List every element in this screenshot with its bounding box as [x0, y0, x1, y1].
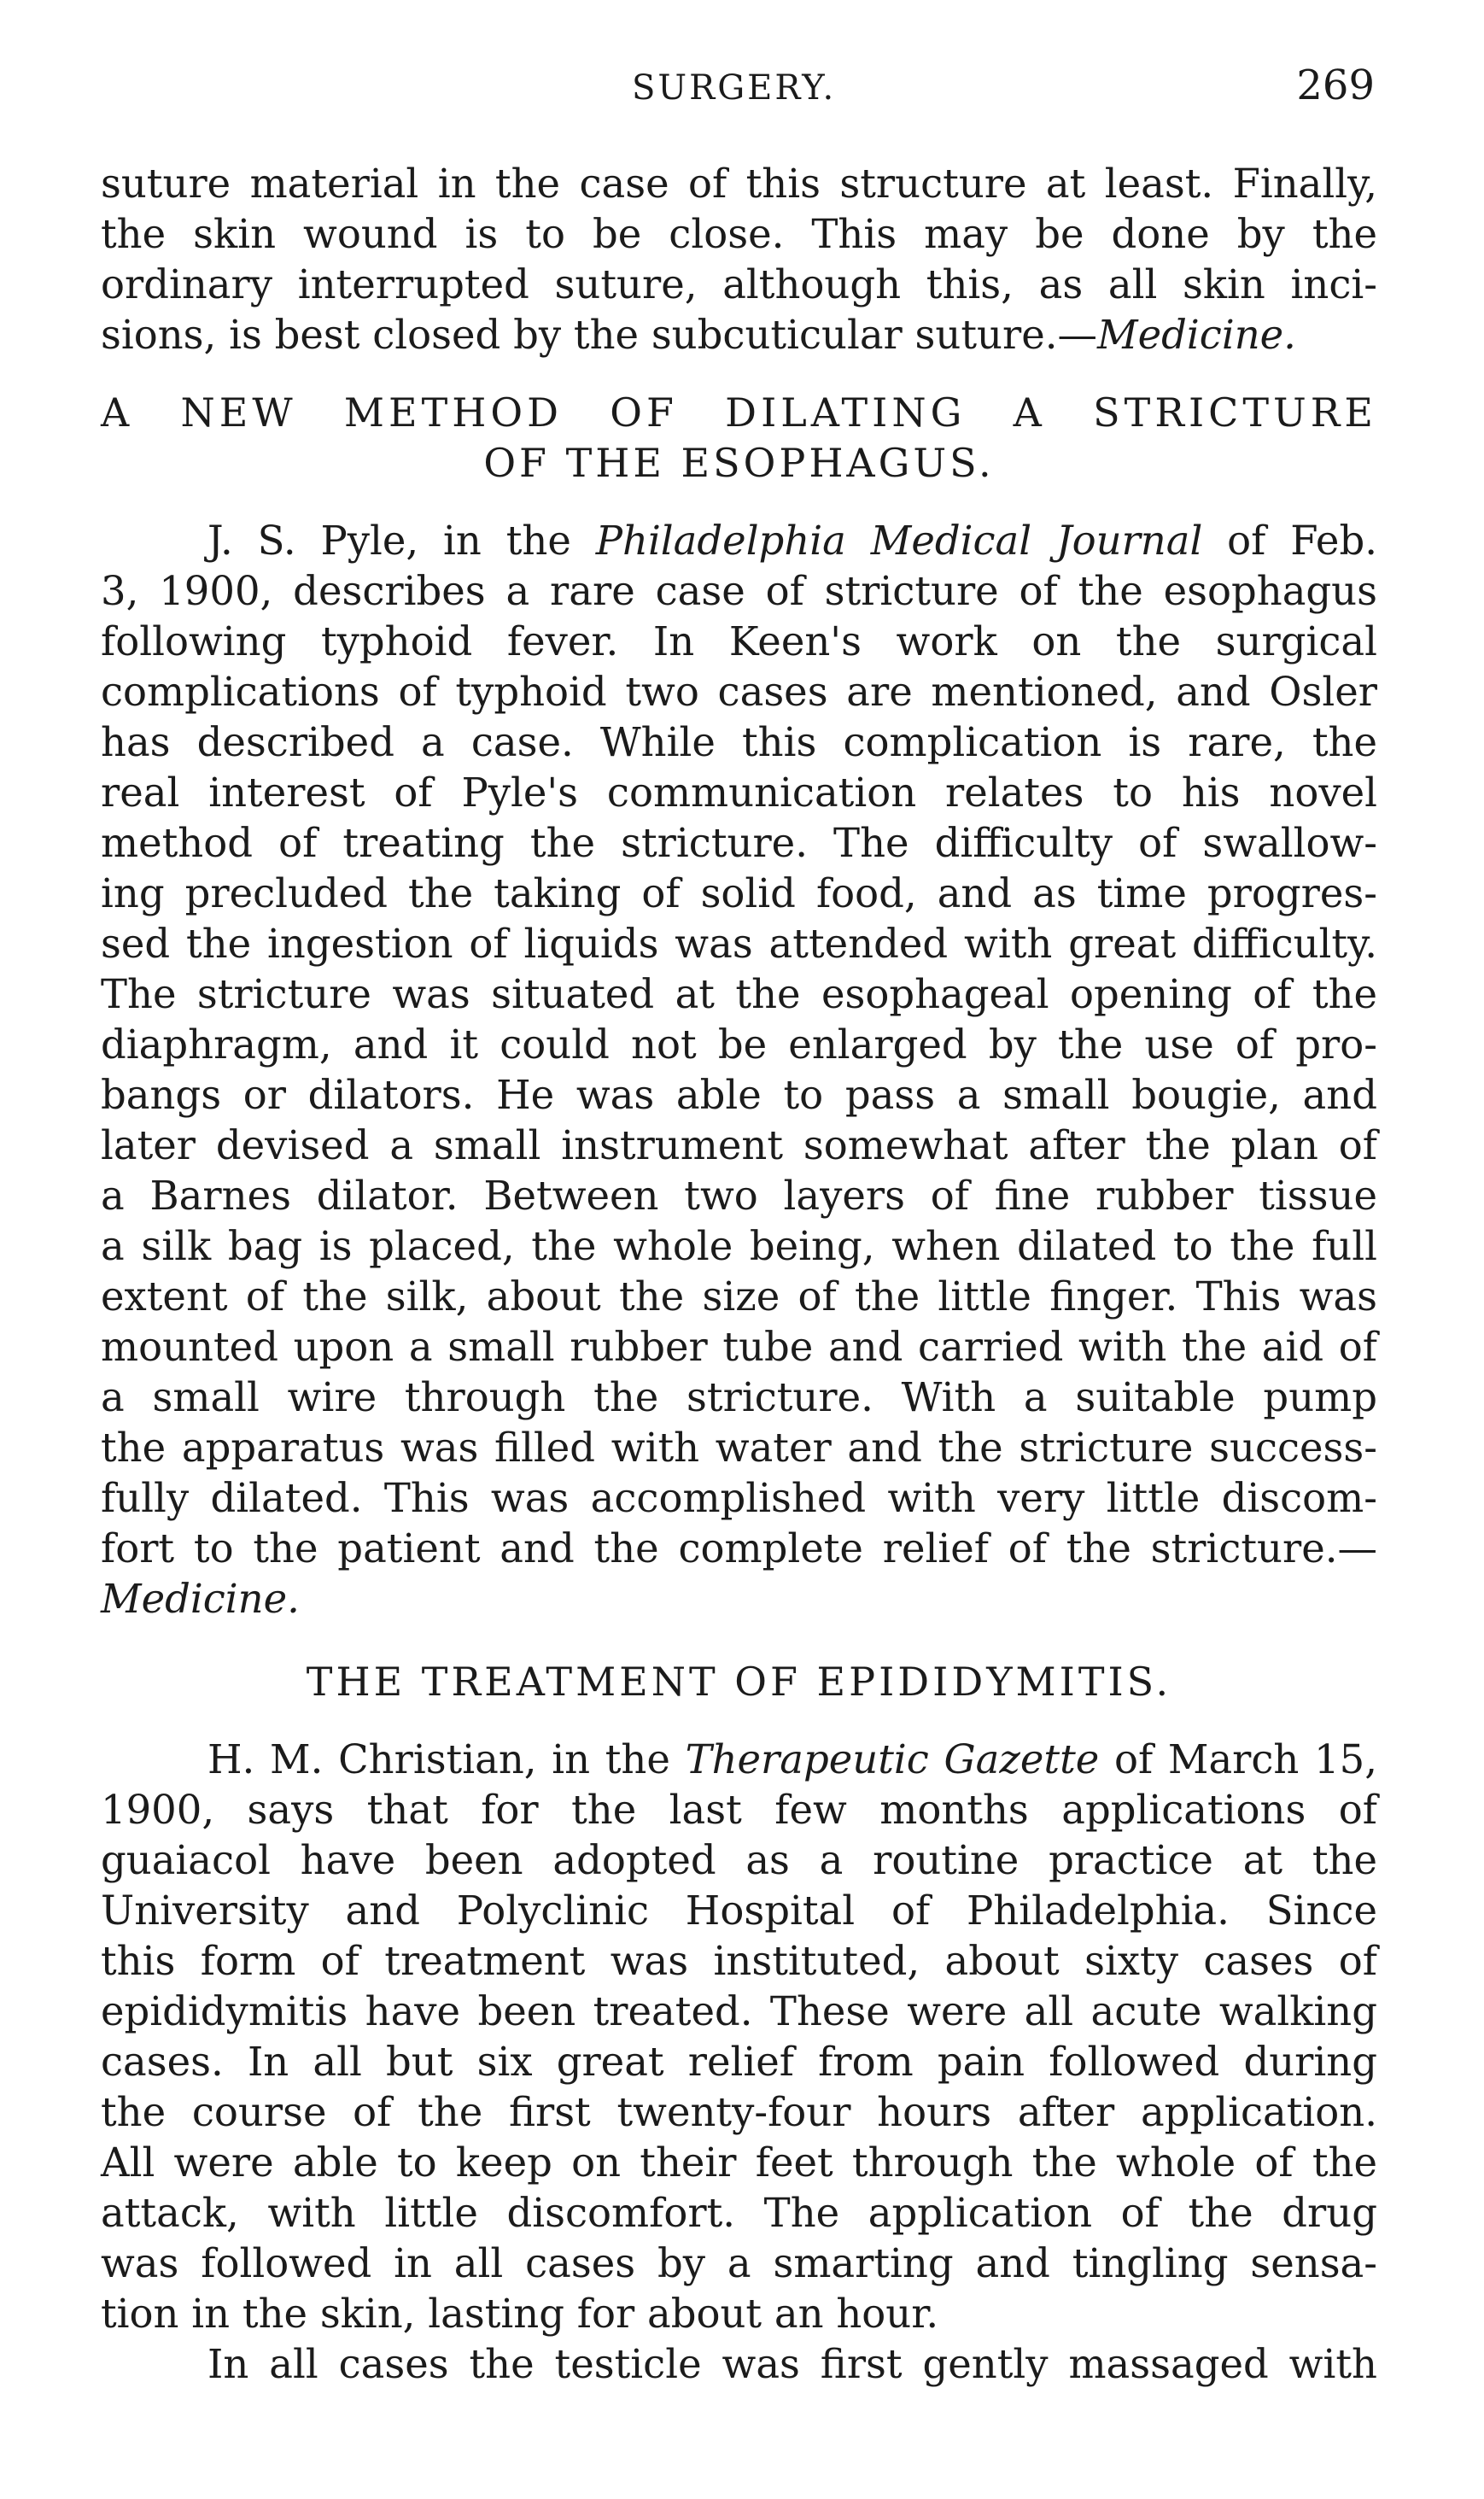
running-head: [102, 61, 1383, 128]
journal-name: Philadelphia Medical Journal: [595, 518, 1203, 564]
text-line: a small wire through the stricture. With a suitable pump: [101, 1374, 1377, 1420]
text-line: sed the ingestion of liquids was attended with great difficulty.: [101, 921, 1377, 967]
text-line: 1900, says that for the last few months applications of: [101, 1787, 1377, 1833]
line-text: sions, is best closed by the subcuticular suture.—: [101, 312, 1098, 358]
text-line: real interest of Pyle's communication relates to his novel: [101, 770, 1377, 816]
text-line: [101, 1574, 1377, 1624]
text-line: has described a case. While this complication is rare, the: [101, 719, 1377, 765]
text-line: In all cases the testicle was first gently massaged with: [207, 2341, 1377, 2387]
source-citation: Medicine.: [101, 1576, 300, 1622]
text-line: suture material in the case of this structure at least. Finally,: [101, 161, 1377, 207]
text-line: mounted upon a small rubber tube and carried with the aid of: [101, 1324, 1377, 1370]
text-line: ordinary interrupted suture, although this, as all skin inci-: [101, 261, 1377, 307]
text-line: cases. In all but six great relief from pain followed during: [101, 2039, 1377, 2085]
text-line: ing precluded the taking of solid food, and as time progres-: [101, 870, 1377, 916]
text-line: following typhoid fever. In Keen's work on the surgical: [101, 618, 1377, 664]
text-line: epididymitis have been treated. These were all acute walking: [101, 1988, 1377, 2034]
text-line: the apparatus was filled with water and the stricture success-: [101, 1425, 1377, 1471]
text-line: The stricture was situated at the esophageal opening of the: [101, 971, 1377, 1017]
text-line: method of treating the stricture. The difficulty of swallow-: [101, 820, 1377, 866]
text-line: [101, 516, 1377, 566]
text-line: this form of treatment was instituted, about sixty cases of: [101, 1938, 1377, 1984]
running-title: SURGERY.: [632, 68, 837, 108]
text-line: attack, with little discomfort. The application of the drug: [101, 2190, 1377, 2236]
body-text: [101, 159, 1377, 2390]
text-line: fort to the patient and the complete relief of the stricture.—: [101, 1525, 1377, 1571]
text-line: was followed in all cases by a smarting and tingling sensa-: [101, 2240, 1377, 2286]
line-text: J. S. Pyle, in the: [207, 518, 596, 564]
intro-paragraph: [101, 159, 1377, 360]
text-line: the course of the first twenty-four hours after application.: [101, 2089, 1377, 2135]
text-line: 3, 1900, describes a rare case of stricture of the esophagus: [101, 568, 1377, 614]
text-line: the skin wound is to be close. This may be done by the: [101, 211, 1377, 257]
text-line: fully dilated. This was accomplished with very little discom-: [101, 1475, 1377, 1521]
text-line: All were able to keep on their feet through the whole of the: [101, 2139, 1377, 2186]
text-line: later devised a small instrument somewhat after the plan of: [101, 1122, 1377, 1168]
line-text: of Feb.: [1202, 518, 1378, 564]
text-line: guaiacol have been adopted as a routine practice at the: [101, 1837, 1377, 1883]
text-line: diaphragm, and it could not be enlarged by the use of pro-: [101, 1021, 1377, 1068]
text-line: University and Polyclinic Hospital of Philadelphia. Since: [101, 1887, 1377, 1934]
text-line: complications of typhoid two cases are mentioned, and Osler: [101, 669, 1377, 715]
article-title: THE TREATMENT OF EPIDIDYMITIS.: [306, 1659, 1172, 1705]
article-title-line1: A NEW METHOD OF DILATING A STRICTURE: [101, 389, 1377, 436]
text-line: [101, 1735, 1377, 1785]
text-line: a Barnes dilator. Between two layers of fine rubber tissue: [101, 1173, 1377, 1219]
line-text: of March 15,: [1099, 1736, 1378, 1782]
line-text: H. M. Christian, in the: [207, 1736, 686, 1782]
text-line: tion in the skin, lasting for about an hour.: [101, 2291, 939, 2337]
article-epididymitis: [101, 1657, 1377, 2390]
article-title-line2: OF THE ESOPHAGUS.: [483, 440, 995, 486]
text-line: extent of the silk, about the size of the little finger. This was: [101, 1273, 1377, 1320]
article-esophagus: [101, 388, 1377, 1624]
text-line: bangs or dilators. He was able to pass a small bougie, and: [101, 1072, 1377, 1118]
source-citation: Medicine.: [1097, 312, 1296, 358]
page-number: 269: [1296, 61, 1375, 109]
text-line: [101, 310, 1377, 360]
journal-name: Therapeutic Gazette: [685, 1736, 1100, 1782]
text-line: a silk bag is placed, the whole being, when dilated to the full: [101, 1223, 1377, 1269]
